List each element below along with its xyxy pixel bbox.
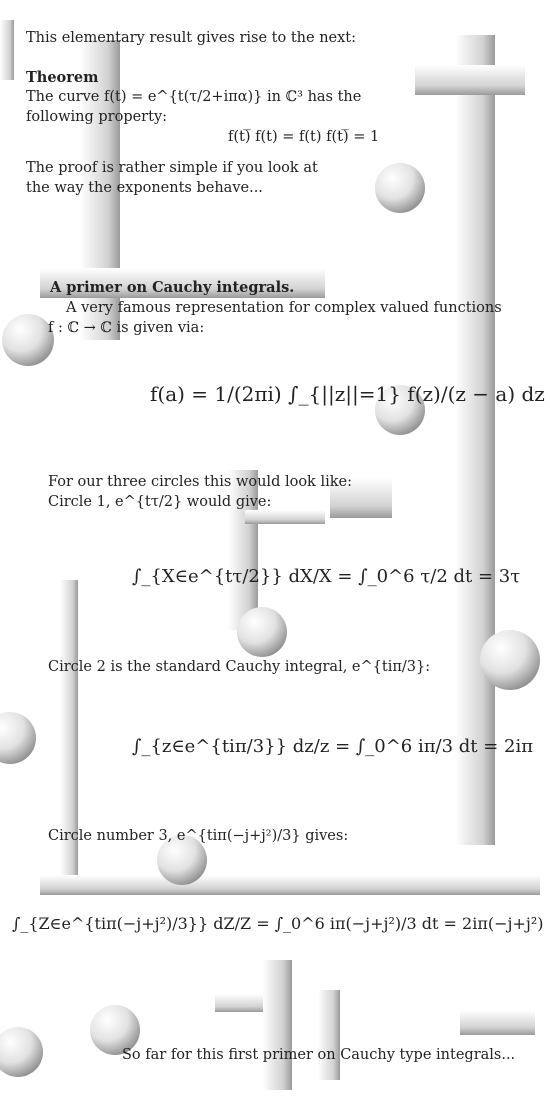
circle2-text: Circle 2 is the standard Cauchy integral, e^{tiπ/3}: [48, 659, 431, 675]
circle2-equation: ∫_{z∈e^{tiπ/3}} dz/z = ∫_0^6 iπ/3 dt = 2iπ [132, 736, 534, 757]
theorem-line1 [26, 88, 361, 107]
intro-text: This elementary result gives rise to the next: [26, 30, 357, 46]
primer-heading: A primer on Cauchy integrals. [50, 279, 295, 296]
theorem-equation: f(t)̅ f(t) = f(t) f(t)̅ = 1 [228, 129, 380, 145]
three-circles-text: For our three circles this would look like: [48, 474, 352, 490]
theorem-line2: following property: [26, 109, 168, 125]
primer-line2: f : ℂ → ℂ is given via: [48, 320, 205, 336]
primer-line1: A very famous representation for complex valued functions [66, 300, 502, 316]
theorem-line1-text: The curve f(t) = e^{t(τ/2+iπα)} in ℂ³ has the [26, 89, 362, 105]
circle1-text: Circle 1, e^{tτ/2} would give: [48, 494, 272, 510]
proof-line2: the way the exponents behave... [26, 180, 263, 196]
circle3-equation: ∫_{Z∈e^{tiπ(−j+j²)/3}} dZ/Z = ∫_0^6 iπ(−j+j²)/3 dt = 2iπ(−j+j²) [12, 914, 544, 933]
theorem-heading: Theorem [26, 69, 99, 86]
circle3-text: Circle number 3, e^{tiπ(−j+j²)/3} gives: [48, 828, 349, 844]
proof-line1: The proof is rather simple if you look at [26, 160, 318, 176]
closing-text: So far for this first primer on Cauchy type integrals... [122, 1047, 516, 1063]
cauchy-formula: f(a) = 1/(2πi) ∫_{||z||=1} f(z)/(z − a) dz [150, 382, 545, 406]
circle1-equation: ∫_{X∈e^{tτ/2}} dX/X = ∫_0^6 τ/2 dt = 3τ [132, 566, 521, 587]
